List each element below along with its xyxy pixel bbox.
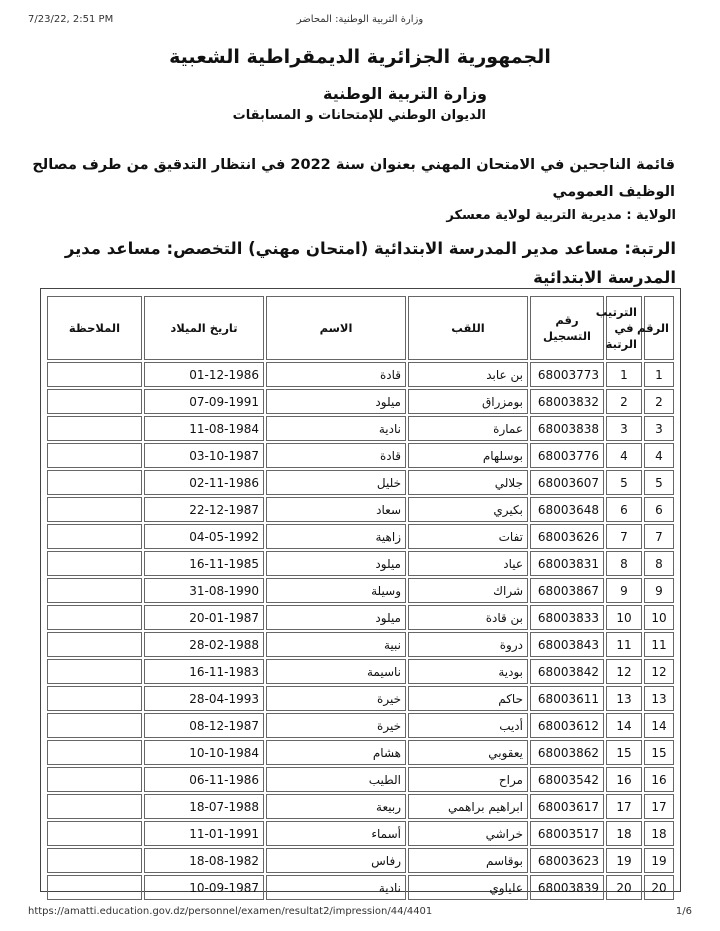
cell-birth-date: 10-10-1984 [144, 740, 264, 765]
table-row [47, 713, 674, 738]
table-row [47, 821, 674, 846]
cell-notes [47, 389, 142, 414]
cell-registration: 68003832 [530, 389, 604, 414]
cell-num: 3 [644, 416, 674, 441]
cell-first-name: هشام [266, 740, 406, 765]
cell-num: 17 [644, 794, 674, 819]
cell-last-name: علياوي [408, 875, 528, 900]
print-datetime: 7/23/22, 2:51 PM [28, 14, 114, 25]
cell-birth-date: 04-05-1992 [144, 524, 264, 549]
table-row [47, 767, 674, 792]
list-subtitle: قائمة الناجحين في الامتحان المهني بعنوان سنة 2022 في انتظار التدقيق من طرف مصالح الوظيف العمومي [32, 157, 675, 200]
cell-registration: 68003607 [530, 470, 604, 495]
header-last-name: اللقب [408, 296, 528, 360]
cell-first-name: ناسيمة [266, 659, 406, 684]
header-birth-date: تاريخ الميلاد [144, 296, 264, 360]
cell-last-name: مراح [408, 767, 528, 792]
cell-last-name: شراك [408, 578, 528, 603]
cell-birth-date: 07-09-1991 [144, 389, 264, 414]
cell-birth-date: 18-07-1988 [144, 794, 264, 819]
cell-first-name: ميلود [266, 551, 406, 576]
cell-first-name: نادية [266, 875, 406, 900]
wilaya-label: الولاية : مديرية التربية لولاية معسكر [446, 208, 676, 223]
cell-num: 6 [644, 497, 674, 522]
print-page-title: وزارة التربية الوطنية: المحاضر [296, 14, 424, 25]
cell-notes [47, 713, 142, 738]
cell-birth-date: 22-12-1987 [144, 497, 264, 522]
cell-birth-date: 16-11-1985 [144, 551, 264, 576]
cell-registration: 68003648 [530, 497, 604, 522]
table-row [47, 389, 674, 414]
cell-first-name: خيرة [266, 686, 406, 711]
cell-birth-date: 20-01-1987 [144, 605, 264, 630]
cell-first-name: رفاس [266, 848, 406, 873]
cell-notes [47, 740, 142, 765]
cell-num: 14 [644, 713, 674, 738]
cell-notes [47, 578, 142, 603]
table-row [47, 659, 674, 684]
cell-last-name: يعقوبي [408, 740, 528, 765]
ministry-title: وزارة التربية الوطنية [322, 84, 487, 103]
cell-last-name: بودية [408, 659, 528, 684]
cell-num: 9 [644, 578, 674, 603]
cell-rank-order: 10 [606, 605, 642, 630]
cell-rank-order: 19 [606, 848, 642, 873]
cell-registration: 68003839 [530, 875, 604, 900]
cell-num: 12 [644, 659, 674, 684]
cell-birth-date: 11-01-1991 [144, 821, 264, 846]
table-row [47, 416, 674, 441]
cell-rank-order: 3 [606, 416, 642, 441]
cell-first-name: أسماء [266, 821, 406, 846]
cell-rank-order: 18 [606, 821, 642, 846]
cell-notes [47, 362, 142, 387]
cell-birth-date: 03-10-1987 [144, 443, 264, 468]
table-row [47, 362, 674, 387]
cell-num: 15 [644, 740, 674, 765]
cell-notes [47, 470, 142, 495]
cell-birth-date: 31-08-1990 [144, 578, 264, 603]
table-row [47, 848, 674, 873]
rank-label: الرتبة: مساعد مدير المدرسة الابتدائية (امتحان مهني) التخصص: مساعد مدير المدرسة الابتدائية [64, 239, 676, 287]
republic-title: الجمهورية الجزائرية الديمقراطية الشعبية [169, 46, 551, 68]
table-header-row [47, 296, 674, 360]
cell-registration: 68003838 [530, 416, 604, 441]
cell-first-name: نادية [266, 416, 406, 441]
cell-first-name: قادة [266, 362, 406, 387]
cell-registration: 68003831 [530, 551, 604, 576]
cell-notes [47, 767, 142, 792]
cell-notes [47, 524, 142, 549]
cell-num: 11 [644, 632, 674, 657]
cell-registration: 68003867 [530, 578, 604, 603]
cell-rank-order: 14 [606, 713, 642, 738]
cell-rank-order: 6 [606, 497, 642, 522]
cell-first-name: زاهية [266, 524, 406, 549]
cell-last-name: دروة [408, 632, 528, 657]
cell-num: 10 [644, 605, 674, 630]
cell-birth-date: 02-11-1986 [144, 470, 264, 495]
cell-registration: 68003611 [530, 686, 604, 711]
cell-registration: 68003833 [530, 605, 604, 630]
cell-registration: 68003626 [530, 524, 604, 549]
header-notes: الملاحظة [47, 296, 142, 360]
cell-rank-order: 11 [606, 632, 642, 657]
cell-notes [47, 416, 142, 441]
cell-registration: 68003842 [530, 659, 604, 684]
cell-birth-date: 08-12-1987 [144, 713, 264, 738]
header-first-name: الاسم [266, 296, 406, 360]
cell-last-name: عياد [408, 551, 528, 576]
cell-rank-order: 12 [606, 659, 642, 684]
cell-num: 16 [644, 767, 674, 792]
cell-last-name: بن قادة [408, 605, 528, 630]
table-row [47, 524, 674, 549]
table-row [47, 632, 674, 657]
cell-num: 4 [644, 443, 674, 468]
table-row [47, 497, 674, 522]
cell-registration: 68003612 [530, 713, 604, 738]
cell-rank-order: 9 [606, 578, 642, 603]
cell-last-name: بومزراق [408, 389, 528, 414]
cell-notes [47, 659, 142, 684]
cell-num: 2 [644, 389, 674, 414]
cell-rank-order: 5 [606, 470, 642, 495]
results-table-container [40, 288, 681, 895]
cell-last-name: بوسلهام [408, 443, 528, 468]
cell-notes [47, 497, 142, 522]
cell-rank-order: 20 [606, 875, 642, 900]
header-registration: رقم التسجيل [530, 296, 604, 360]
cell-first-name: قادة [266, 443, 406, 468]
cell-num: 20 [644, 875, 674, 900]
table-row [47, 470, 674, 495]
table-row [47, 551, 674, 576]
cell-notes [47, 632, 142, 657]
cell-first-name: نبية [266, 632, 406, 657]
cell-last-name: بن عابد [408, 362, 528, 387]
cell-notes [47, 821, 142, 846]
footer-page-number: 1/6 [675, 906, 692, 917]
cell-first-name: خيرة [266, 713, 406, 738]
cell-rank-order: 1 [606, 362, 642, 387]
cell-notes [47, 443, 142, 468]
cell-notes [47, 794, 142, 819]
cell-registration: 68003542 [530, 767, 604, 792]
cell-rank-order: 8 [606, 551, 642, 576]
cell-registration: 68003617 [530, 794, 604, 819]
cell-num: 13 [644, 686, 674, 711]
cell-rank-order: 17 [606, 794, 642, 819]
cell-first-name: الطيب [266, 767, 406, 792]
cell-registration: 68003623 [530, 848, 604, 873]
cell-notes [47, 848, 142, 873]
cell-registration: 68003862 [530, 740, 604, 765]
footer-url: https://amatti.education.gov.dz/personnel/examen/resultat2/impression/44/4401 [28, 906, 433, 917]
cell-birth-date: 28-04-1993 [144, 686, 264, 711]
cell-birth-date: 01-12-1986 [144, 362, 264, 387]
cell-notes [47, 875, 142, 900]
cell-rank-order: 16 [606, 767, 642, 792]
cell-birth-date: 16-11-1983 [144, 659, 264, 684]
cell-last-name: تفات [408, 524, 528, 549]
cell-first-name: ميلود [266, 605, 406, 630]
cell-birth-date: 06-11-1986 [144, 767, 264, 792]
cell-num: 1 [644, 362, 674, 387]
cell-rank-order: 2 [606, 389, 642, 414]
table-row [47, 686, 674, 711]
cell-registration: 68003773 [530, 362, 604, 387]
cell-rank-order: 15 [606, 740, 642, 765]
cell-last-name: عمارة [408, 416, 528, 441]
cell-rank-order: 4 [606, 443, 642, 468]
cell-birth-date: 18-08-1982 [144, 848, 264, 873]
table-row [47, 794, 674, 819]
cell-registration: 68003776 [530, 443, 604, 468]
table-row [47, 605, 674, 630]
cell-last-name: بكيري [408, 497, 528, 522]
cell-last-name: خراشي [408, 821, 528, 846]
cell-num: 8 [644, 551, 674, 576]
cell-num: 19 [644, 848, 674, 873]
cell-birth-date: 10-09-1987 [144, 875, 264, 900]
table-row [47, 443, 674, 468]
table-row [47, 740, 674, 765]
cell-notes [47, 605, 142, 630]
cell-birth-date: 28-02-1988 [144, 632, 264, 657]
office-title: الديوان الوطني للإمتحانات و المسابقات [232, 108, 486, 123]
cell-rank-order: 7 [606, 524, 642, 549]
cell-registration: 68003843 [530, 632, 604, 657]
cell-last-name: أديب [408, 713, 528, 738]
cell-last-name: بوقاسم [408, 848, 528, 873]
cell-last-name: ابراهيم براهمي [408, 794, 528, 819]
cell-first-name: سعاد [266, 497, 406, 522]
cell-first-name: خليل [266, 470, 406, 495]
header-rank-order: الترتيب في الرتبة [606, 296, 642, 360]
cell-registration: 68003517 [530, 821, 604, 846]
header-num: الرقم [644, 296, 674, 360]
cell-num: 5 [644, 470, 674, 495]
cell-notes [47, 686, 142, 711]
table-row [47, 875, 674, 900]
cell-first-name: ربيعة [266, 794, 406, 819]
cell-first-name: وسيلة [266, 578, 406, 603]
results-table [45, 294, 676, 902]
cell-last-name: حاكم [408, 686, 528, 711]
cell-rank-order: 13 [606, 686, 642, 711]
cell-num: 18 [644, 821, 674, 846]
cell-birth-date: 11-08-1984 [144, 416, 264, 441]
cell-last-name: جلالي [408, 470, 528, 495]
cell-notes [47, 551, 142, 576]
cell-first-name: ميلود [266, 389, 406, 414]
cell-num: 7 [644, 524, 674, 549]
table-row [47, 578, 674, 603]
